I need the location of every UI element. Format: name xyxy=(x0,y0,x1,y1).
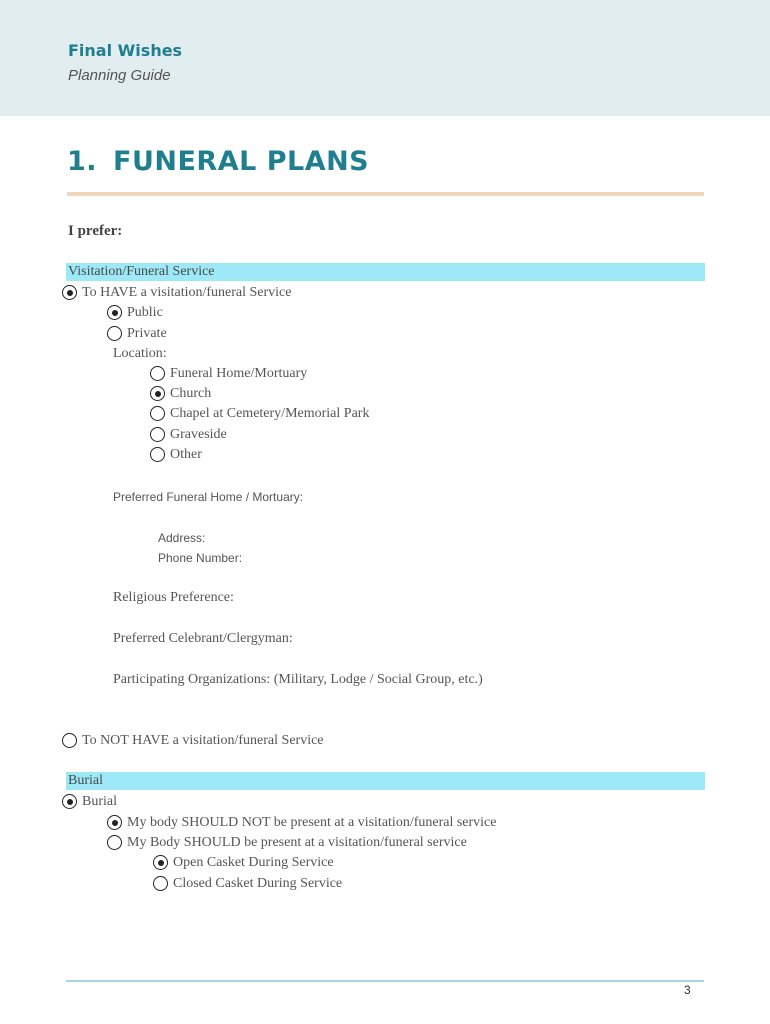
phone-number-label: Phone Number: xyxy=(158,551,243,565)
radio-button[interactable] xyxy=(107,305,122,320)
preferred-funeral-home-label: Preferred Funeral Home / Mortuary: xyxy=(113,490,304,504)
radio-button[interactable] xyxy=(150,366,165,381)
radio-button[interactable] xyxy=(150,406,165,421)
radio-label: My Body SHOULD be present at a visitation/funeral service xyxy=(127,835,467,850)
radio-button[interactable] xyxy=(107,815,122,830)
page-header xyxy=(0,0,770,116)
radio-button[interactable] xyxy=(107,835,122,850)
section-divider xyxy=(67,192,704,196)
celebrant-label: Preferred Celebrant/Clergyman: xyxy=(113,631,293,646)
radio-label: Open Casket During Service xyxy=(173,855,334,870)
radio-button[interactable] xyxy=(150,386,165,401)
radio-label: Chapel at Cemetery/Memorial Park xyxy=(170,406,370,421)
radio-label: My body SHOULD NOT be present at a visitation/funeral service xyxy=(127,815,497,830)
radio-label: Private xyxy=(127,326,167,341)
location-label: Location: xyxy=(113,346,167,361)
religious-preference-label: Religious Preference: xyxy=(113,590,234,605)
radio-label: Burial xyxy=(82,794,117,809)
section-number: 1. xyxy=(67,146,98,177)
burial-bar-label: Burial xyxy=(68,773,103,788)
guide-title: Final Wishes xyxy=(68,41,183,60)
radio-button[interactable] xyxy=(107,326,122,341)
visitation-section-bar xyxy=(66,263,705,281)
radio-label: Public xyxy=(127,305,163,320)
radio-label: Other xyxy=(170,447,202,462)
radio-button[interactable] xyxy=(150,427,165,442)
burial-section-bar xyxy=(66,772,705,790)
guide-subtitle: Planning Guide xyxy=(68,67,171,84)
radio-button[interactable] xyxy=(62,733,77,748)
address-label: Address: xyxy=(158,531,206,545)
radio-label: Graveside xyxy=(170,427,227,442)
section-heading: FUNERAL PLANS xyxy=(113,146,370,177)
radio-label: To HAVE a visitation/funeral Service xyxy=(82,285,292,300)
radio-button[interactable] xyxy=(62,794,77,809)
page-number: 3 xyxy=(684,983,691,997)
prefer-label: I prefer: xyxy=(68,223,123,239)
radio-button[interactable] xyxy=(153,876,168,891)
radio-button[interactable] xyxy=(153,855,168,870)
organizations-label: Participating Organizations: (Military, Lodge / Social Group, etc.) xyxy=(113,672,483,687)
radio-button[interactable] xyxy=(62,285,77,300)
radio-button[interactable] xyxy=(150,447,165,462)
footer-divider xyxy=(66,980,704,982)
radio-label: Funeral Home/Mortuary xyxy=(170,366,308,381)
radio-label: To NOT HAVE a visitation/funeral Service xyxy=(82,733,324,748)
radio-label: Church xyxy=(170,386,212,401)
visitation-bar-label: Visitation/Funeral Service xyxy=(68,264,215,279)
radio-label: Closed Casket During Service xyxy=(173,876,343,891)
section-title xyxy=(67,146,369,177)
